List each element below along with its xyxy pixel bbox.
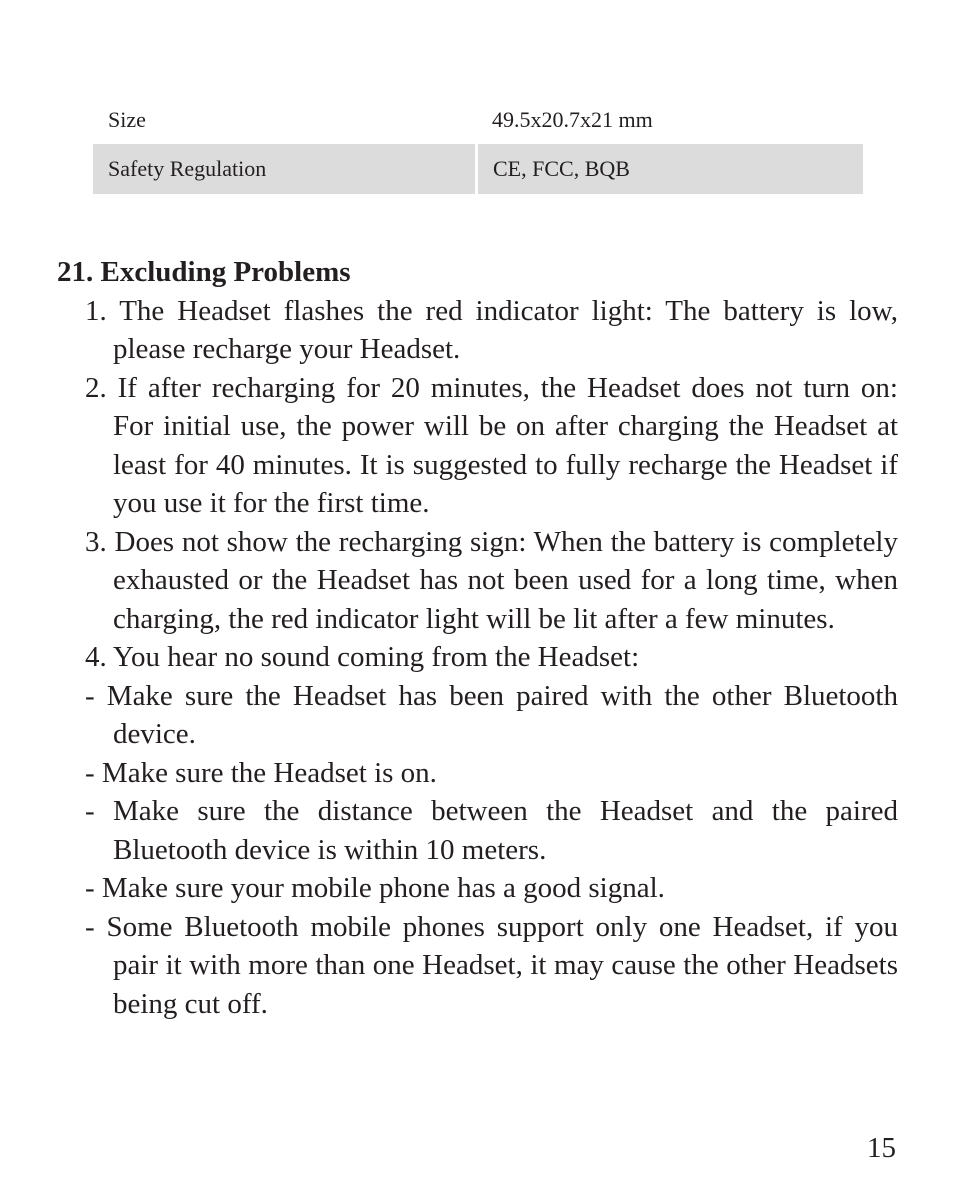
problem-list	[57, 292, 898, 1024]
list-item: 3. Does not show the recharging sign: When the battery is completely exhausted or the Headset has not been used for a long time, when charging, the red indicator light will be lit after a few minutes.	[85, 525, 898, 635]
list-item: - Make sure the Headset has been paired with the other Bluetooth device.	[85, 679, 898, 750]
list-item: 4. You hear no sound coming from the Headset:	[85, 641, 640, 673]
list-item: - Some Bluetooth mobile phones support only one Headset, if you pair it with more than one Headset, it may cause the other Headsets being cut off.	[85, 910, 898, 1020]
list-item: 1. The Headset flashes the red indicator light: The battery is low, please recharge your Headset.	[85, 294, 898, 365]
page-number: 15	[867, 1132, 896, 1164]
section-title: 21. Excluding Problems	[57, 256, 351, 288]
list-item: - Make sure the distance between the Headset and the paired Bluetooth device is within 10 meters.	[85, 795, 898, 866]
spec-row-safety-regulation	[93, 144, 863, 194]
list-item: - Make sure your mobile phone has a good signal.	[85, 872, 665, 904]
spec-table	[93, 95, 863, 194]
excluding-problems-section	[57, 253, 898, 1023]
spec-value: CE, FCC, BQB	[478, 144, 863, 194]
spec-value: 49.5x20.7x21 mm	[492, 106, 653, 132]
list-item: 2. If after recharging for 20 minutes, the Headset does not turn on: For initial use, the power will be on after charging the Headset at least for 40 minutes. It is suggested to fully recharge the Headset if you use it for the first time.	[85, 371, 898, 519]
spec-label: Safety Regulation	[93, 144, 475, 194]
spec-label: Size	[108, 106, 146, 132]
list-item: - Make sure the Headset is on.	[85, 756, 437, 789]
spec-row-size	[93, 95, 863, 144]
